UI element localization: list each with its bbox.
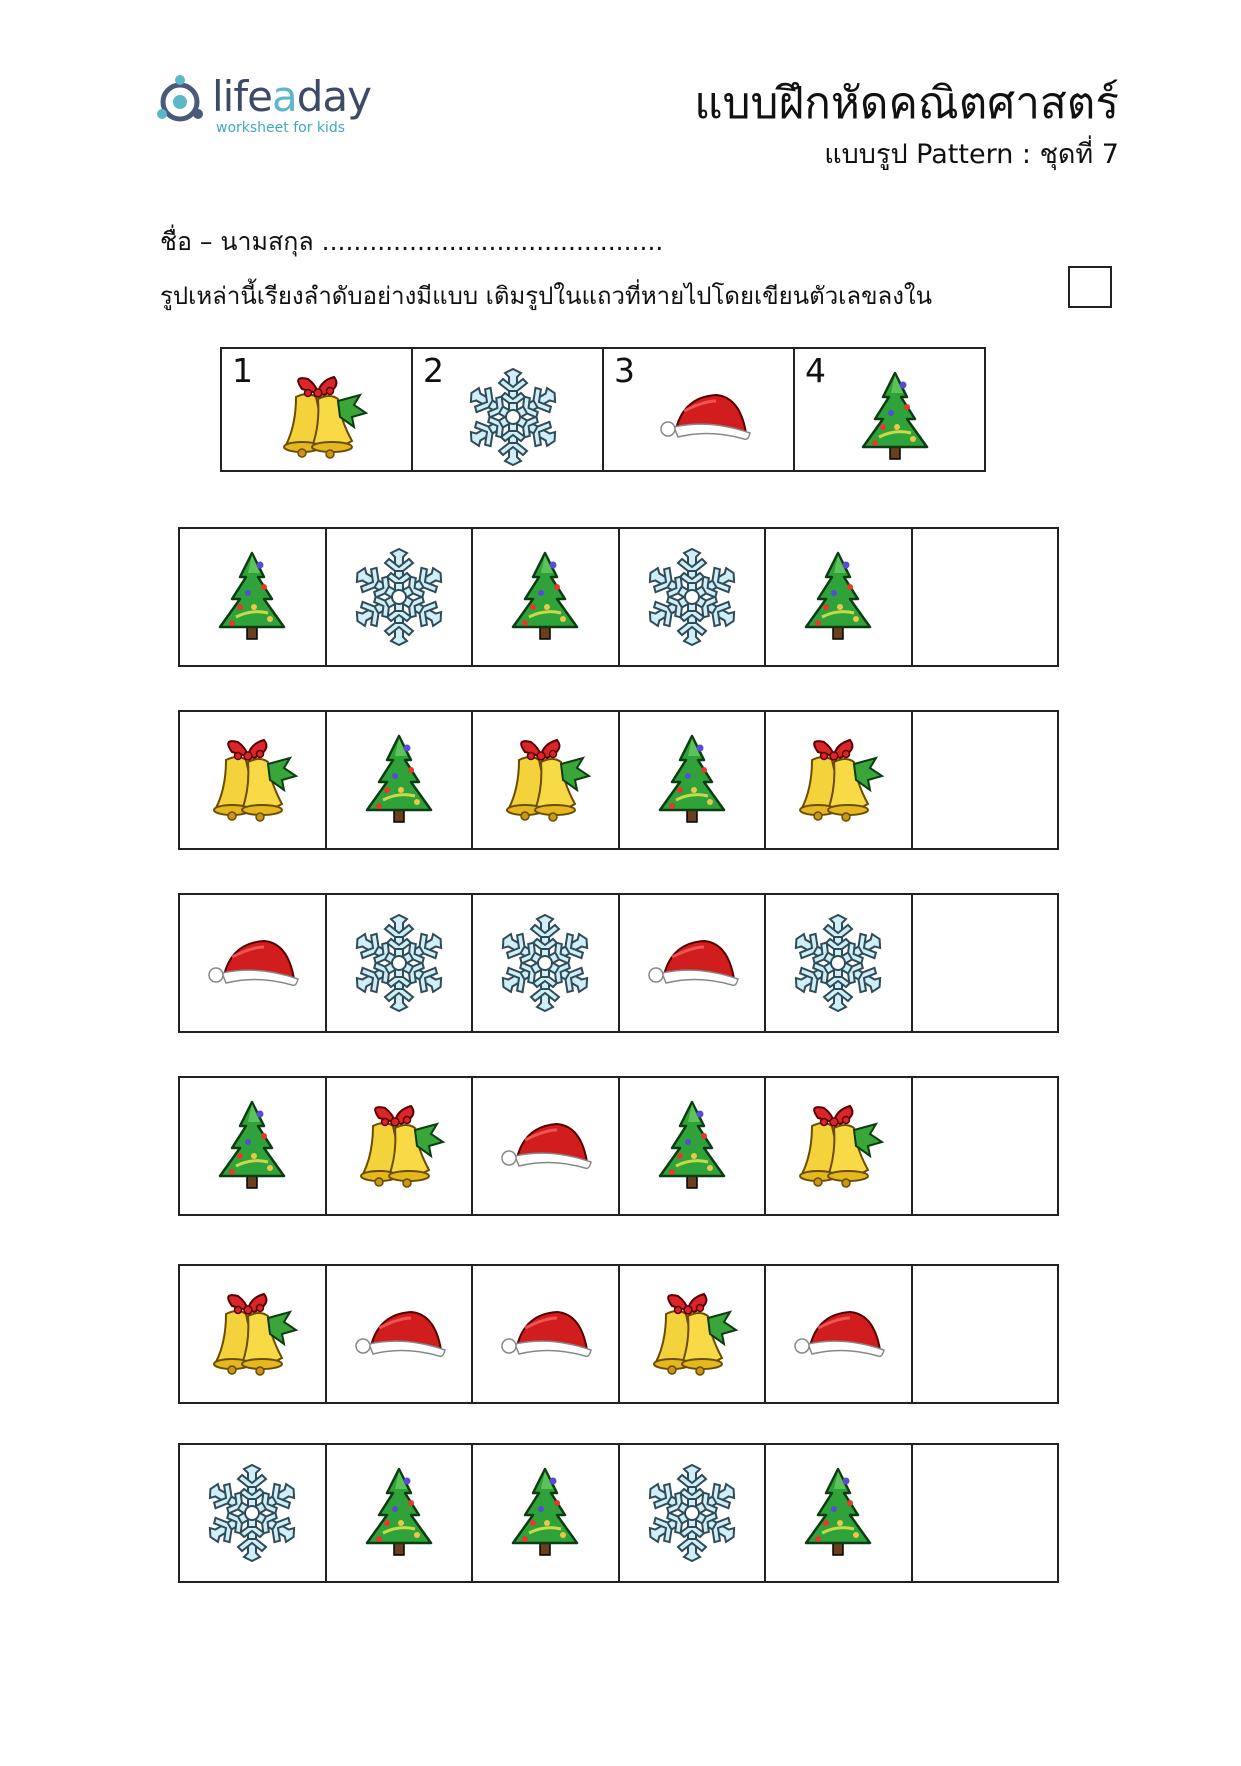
bell-icon [788, 1096, 888, 1196]
instruction-text: รูปเหล่านี้เรียงลำดับอย่างมีแบบ เติมรูปในแถวที่หายไปโดยเขียนตัวเลขลงใน [160, 282, 933, 310]
answer-blank-cell[interactable] [913, 1266, 1058, 1402]
answer-blank-cell[interactable] [913, 1078, 1058, 1214]
logo [150, 70, 380, 140]
santa-hat-icon [642, 913, 742, 1013]
name-field-line[interactable]: ชื่อ – นามสกุล ........................................... [160, 227, 664, 256]
answer-blank-cell[interactable] [913, 1445, 1058, 1581]
snowflake-icon [463, 367, 563, 467]
snowflake-icon [642, 547, 742, 647]
pattern-cell [766, 1078, 913, 1214]
pattern-cell [180, 529, 327, 665]
logo-mark-icon [150, 72, 210, 132]
pattern-row-6 [178, 1443, 1059, 1583]
pattern-cell [620, 529, 767, 665]
pattern-cell [620, 1445, 767, 1581]
snowflake-icon [788, 913, 888, 1013]
christmas-tree-icon [202, 1096, 302, 1196]
christmas-tree-icon [495, 1463, 595, 1563]
answer-blank-cell[interactable] [913, 895, 1058, 1031]
pattern-cell [620, 1078, 767, 1214]
pattern-row-5 [178, 1264, 1059, 1404]
logo-wordmark: lifeaday [212, 72, 371, 121]
snowflake-icon [349, 547, 449, 647]
pattern-cell [327, 1078, 474, 1214]
legend-table [220, 347, 986, 472]
snowflake-icon [642, 1463, 742, 1563]
santa-hat-icon [202, 913, 302, 1013]
pattern-cell [766, 1266, 913, 1402]
bell-icon [788, 730, 888, 830]
legend-cell-4 [795, 349, 984, 470]
pattern-cell [473, 1266, 620, 1402]
pattern-row-4 [178, 1076, 1059, 1216]
snowflake-icon [202, 1463, 302, 1563]
legend-number: 2 [423, 351, 444, 390]
christmas-tree-icon [202, 547, 302, 647]
santa-hat-icon [788, 1284, 888, 1384]
pattern-cell [766, 1445, 913, 1581]
pattern-cell [180, 1078, 327, 1214]
pattern-cell [473, 712, 620, 848]
bell-icon [642, 1284, 742, 1384]
santa-hat-icon [349, 1284, 449, 1384]
pattern-cell [327, 1445, 474, 1581]
bell-icon [202, 730, 302, 830]
pattern-cell [327, 895, 474, 1031]
answer-example-box [1068, 266, 1112, 308]
legend-cell-2 [413, 349, 604, 470]
legend-number: 4 [805, 351, 826, 390]
legend-number: 1 [232, 351, 253, 390]
christmas-tree-icon [349, 1463, 449, 1563]
pattern-cell [766, 895, 913, 1031]
santa-hat-icon [495, 1096, 595, 1196]
pattern-row-1 [178, 527, 1059, 667]
pattern-row-2 [178, 710, 1059, 850]
legend-cell-1 [222, 349, 413, 470]
pattern-cell [473, 1078, 620, 1214]
snowflake-icon [349, 913, 449, 1013]
christmas-tree-icon [495, 547, 595, 647]
santa-hat-icon [654, 367, 754, 467]
pattern-cell [766, 529, 913, 665]
christmas-tree-icon [788, 547, 888, 647]
christmas-tree-icon [788, 1463, 888, 1563]
pattern-cell [180, 712, 327, 848]
bell-icon [272, 367, 372, 467]
snowflake-icon [495, 913, 595, 1013]
santa-hat-icon [495, 1284, 595, 1384]
pattern-cell [620, 1266, 767, 1402]
pattern-cell [473, 895, 620, 1031]
pattern-row-3 [178, 893, 1059, 1033]
page-subtitle: แบบรูป Pattern : ชุดที่ 7 [824, 139, 1119, 170]
pattern-cell [180, 1266, 327, 1402]
pattern-cell [473, 529, 620, 665]
pattern-cell [473, 1445, 620, 1581]
bell-icon [495, 730, 595, 830]
legend-cell-3 [604, 349, 795, 470]
pattern-cell [180, 895, 327, 1031]
legend-number: 3 [614, 351, 635, 390]
logo-tagline: worksheet for kids [216, 120, 346, 136]
christmas-tree-icon [642, 730, 742, 830]
christmas-tree-icon [845, 367, 945, 467]
bell-icon [349, 1096, 449, 1196]
answer-blank-cell[interactable] [913, 712, 1058, 848]
pattern-cell [620, 895, 767, 1031]
pattern-cell [766, 712, 913, 848]
pattern-cell [327, 529, 474, 665]
pattern-cell [327, 712, 474, 848]
pattern-cell [620, 712, 767, 848]
pattern-cell [327, 1266, 474, 1402]
page-title: แบบฝึกหัดคณิตศาสตร์ [694, 78, 1119, 129]
christmas-tree-icon [642, 1096, 742, 1196]
bell-icon [202, 1284, 302, 1384]
answer-blank-cell[interactable] [913, 529, 1058, 665]
christmas-tree-icon [349, 730, 449, 830]
pattern-cell [180, 1445, 327, 1581]
